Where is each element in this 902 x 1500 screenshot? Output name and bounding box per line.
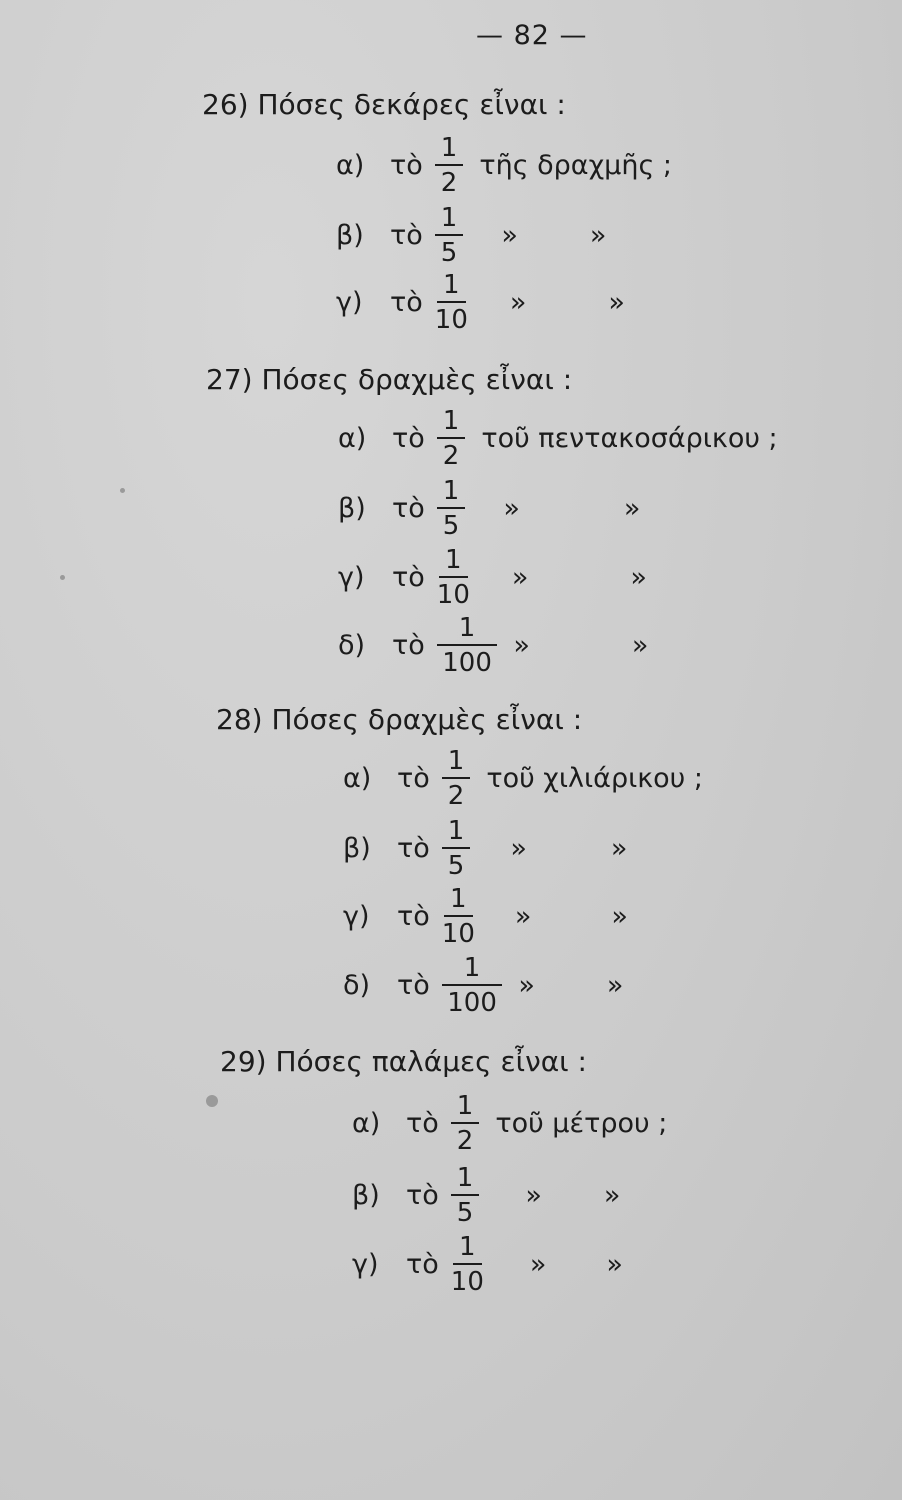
ditto-mark: »	[511, 561, 529, 593]
question-29-item-a	[352, 1083, 667, 1163]
ditto-mark: »	[503, 492, 520, 524]
fraction	[451, 1090, 480, 1156]
ditto-mark: »	[514, 900, 532, 932]
item-text: τοῦ χιλιάρικου ;	[486, 762, 703, 794]
item-letter: α)	[336, 149, 365, 181]
fraction-denominator: 100	[442, 647, 492, 678]
fraction	[435, 132, 464, 198]
item-article: τὸ	[397, 832, 430, 864]
item-letter: β)	[352, 1179, 380, 1211]
question-29-heading: 29) Πόσες παλάμες εἶναι :	[220, 1045, 587, 1078]
question-27-item-d	[338, 605, 648, 685]
fraction	[436, 544, 470, 610]
fraction-denominator: 10	[450, 1266, 484, 1297]
fraction-denominator: 2	[447, 780, 465, 811]
fraction	[442, 952, 503, 1018]
fraction	[441, 883, 475, 949]
question-28-item-a	[343, 738, 703, 818]
fraction-numerator: 1	[442, 748, 471, 779]
fraction-numerator: 1	[435, 135, 464, 166]
question-27-item-a	[338, 398, 778, 478]
question-29-item-b	[352, 1155, 620, 1235]
fraction-denominator: 10	[436, 579, 470, 610]
fraction-denominator: 5	[440, 237, 458, 268]
item-letter: δ)	[343, 969, 371, 1001]
fraction-numerator: 1	[442, 818, 471, 849]
fraction	[435, 202, 464, 268]
ditto-mark: »	[610, 832, 628, 864]
fraction-numerator: 1	[451, 1165, 480, 1196]
ditto-mark: »	[513, 629, 530, 661]
fraction-numerator: 1	[451, 1093, 480, 1124]
item-letter: γ)	[338, 561, 365, 593]
fraction	[437, 405, 466, 471]
ditto-mark: »	[510, 832, 527, 864]
item-article: τὸ	[392, 561, 425, 593]
item-article: τὸ	[390, 286, 423, 318]
ditto-mark: »	[589, 219, 607, 251]
question-27-heading: 27) Πόσες δραχμὲς εἶναι :	[206, 363, 573, 396]
item-article: τὸ	[406, 1107, 439, 1139]
question-28-heading: 28) Πόσες δραχμὲς εἶναι :	[216, 703, 583, 736]
fraction-denominator: 100	[447, 987, 497, 1018]
fraction-denominator: 10	[434, 304, 468, 335]
item-article: τὸ	[406, 1179, 439, 1211]
fraction-numerator: 1	[437, 408, 466, 439]
question-26-item-a	[336, 125, 672, 205]
item-letter: α)	[343, 762, 372, 794]
ditto-mark: »	[608, 286, 625, 318]
ditto-mark: »	[611, 900, 628, 932]
item-letter: α)	[352, 1107, 381, 1139]
item-letter: β)	[336, 219, 364, 251]
fraction-numerator: 1	[437, 615, 498, 646]
fraction-numerator: 1	[437, 272, 466, 303]
item-article: τὸ	[390, 149, 423, 181]
item-letter: β)	[338, 492, 366, 524]
fraction-numerator: 1	[442, 955, 503, 986]
question-26-heading: 26) Πόσες δεκάρες εἶναι :	[202, 88, 566, 121]
ditto-mark: »	[630, 561, 647, 593]
fraction-numerator: 1	[444, 886, 473, 917]
ditto-mark: »	[606, 969, 624, 1001]
fraction	[437, 475, 466, 541]
fraction-denominator: 5	[442, 510, 460, 541]
ditto-mark: »	[518, 969, 535, 1001]
item-article: τὸ	[392, 422, 425, 454]
item-article: τὸ	[406, 1248, 439, 1280]
ditto-mark: »	[623, 492, 641, 524]
fraction	[451, 1162, 480, 1228]
item-letter: α)	[338, 422, 367, 454]
question-27-item-b	[338, 468, 640, 548]
question-26-item-c	[336, 262, 625, 342]
item-letter: β)	[343, 832, 371, 864]
question-28-item-d	[343, 945, 623, 1025]
ditto-mark: »	[529, 1248, 547, 1280]
fraction-numerator: 1	[437, 478, 466, 509]
fraction	[434, 269, 468, 335]
ditto-mark: »	[606, 1248, 623, 1280]
page-number: — 82 —	[476, 20, 588, 51]
fraction	[450, 1231, 484, 1297]
item-article: τὸ	[397, 969, 430, 1001]
fraction-denominator: 2	[456, 1125, 474, 1156]
item-letter: γ)	[336, 286, 363, 318]
item-text: τοῦ πεντακοσάρικου ;	[481, 422, 778, 454]
item-text: τῆς δραχμῆς ;	[479, 149, 672, 181]
item-text: τοῦ μέτρου ;	[495, 1107, 668, 1139]
fraction-numerator: 1	[439, 547, 468, 578]
paper-speck	[206, 1095, 218, 1107]
item-article: τὸ	[392, 629, 425, 661]
ditto-mark: »	[525, 1179, 542, 1211]
ditto-mark: »	[603, 1179, 621, 1211]
item-article: τὸ	[390, 219, 423, 251]
fraction-denominator: 10	[441, 918, 475, 949]
fraction	[437, 612, 498, 678]
item-letter: γ)	[343, 900, 370, 932]
ditto-mark: »	[501, 219, 518, 251]
paper-speck	[60, 575, 65, 580]
item-article: τὸ	[392, 492, 425, 524]
ditto-mark: »	[631, 629, 649, 661]
fraction-numerator: 1	[435, 205, 464, 236]
item-article: τὸ	[397, 900, 430, 932]
fraction-denominator: 2	[440, 167, 458, 198]
question-29-item-c	[352, 1224, 623, 1304]
paper-speck	[120, 488, 125, 493]
fraction	[442, 815, 471, 881]
item-article: τὸ	[397, 762, 430, 794]
fraction	[442, 745, 471, 811]
fraction-numerator: 1	[453, 1234, 482, 1265]
ditto-mark: »	[509, 286, 527, 318]
fraction-denominator: 2	[442, 440, 460, 471]
question-28-item-c	[343, 876, 628, 956]
item-letter: γ)	[352, 1248, 379, 1280]
fraction-denominator: 5	[447, 850, 465, 881]
fraction-denominator: 5	[456, 1197, 474, 1228]
item-letter: δ)	[338, 629, 366, 661]
